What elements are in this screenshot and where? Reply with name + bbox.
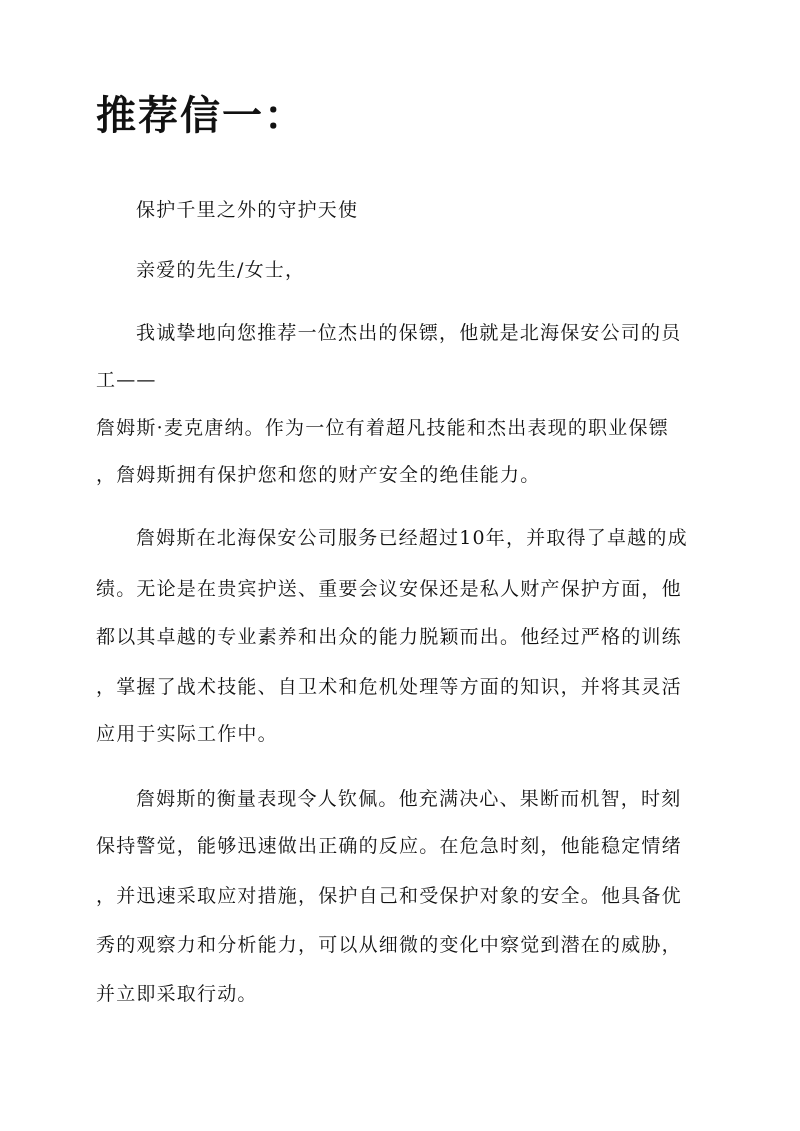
paragraph-2-line-2: 绩。无论是在贵宾护送、重要会议安保还是私人财产保护方面，他 [96,578,682,600]
paragraph-3-line-2: 保持警觉，能够迅速做出正确的反应。在危急时刻，他能稳定情绪 [96,835,682,857]
paragraph-1-line-3: 詹姆斯·麦克唐纳。作为一位有着超凡技能和杰出表现的职业保镖 [96,417,669,439]
page-title: 推荐信一： [96,93,306,139]
paragraph-1-line-1: 我诚挚地向您推荐一位杰出的保镖，他就是北海保安公司的员 [136,322,682,344]
paragraph-2-line-5: 应用于实际工作中。 [96,723,278,745]
paragraph-3-line-3: ，并迅速采取应对措施，保护自己和受保护对象的安全。他具备优 [96,885,682,907]
paragraph-2-line-4: ，掌握了战术技能、自卫术和危机处理等方面的知识，并将其灵活 [96,676,682,698]
paragraph-2-line-1: 詹姆斯在北海保安公司服务已经超过10年，并取得了卓越的成 [136,527,688,549]
paragraph-1-line-4: ，詹姆斯拥有保护您和您的财产安全的绝佳能力。 [96,464,541,486]
paragraph-3-line-1: 詹姆斯的衡量表现令人钦佩。他充满决心、果断而机智，时刻 [136,788,682,810]
letter-subtitle: 保护千里之外的守护天使 [136,199,359,221]
paragraph-1-line-2: 工—— [96,369,157,391]
paragraph-3-line-5: 并立即采取行动。 [96,983,258,1005]
salutation: 亲爱的先生/女士， [136,259,306,281]
paragraph-2-line-3: 都以其卓越的专业素养和出众的能力脱颖而出。他经过严格的训练 [96,626,682,648]
paragraph-3-line-4: 秀的观察力和分析能力，可以从细微的变化中察觉到潜在的威胁， [96,934,682,956]
